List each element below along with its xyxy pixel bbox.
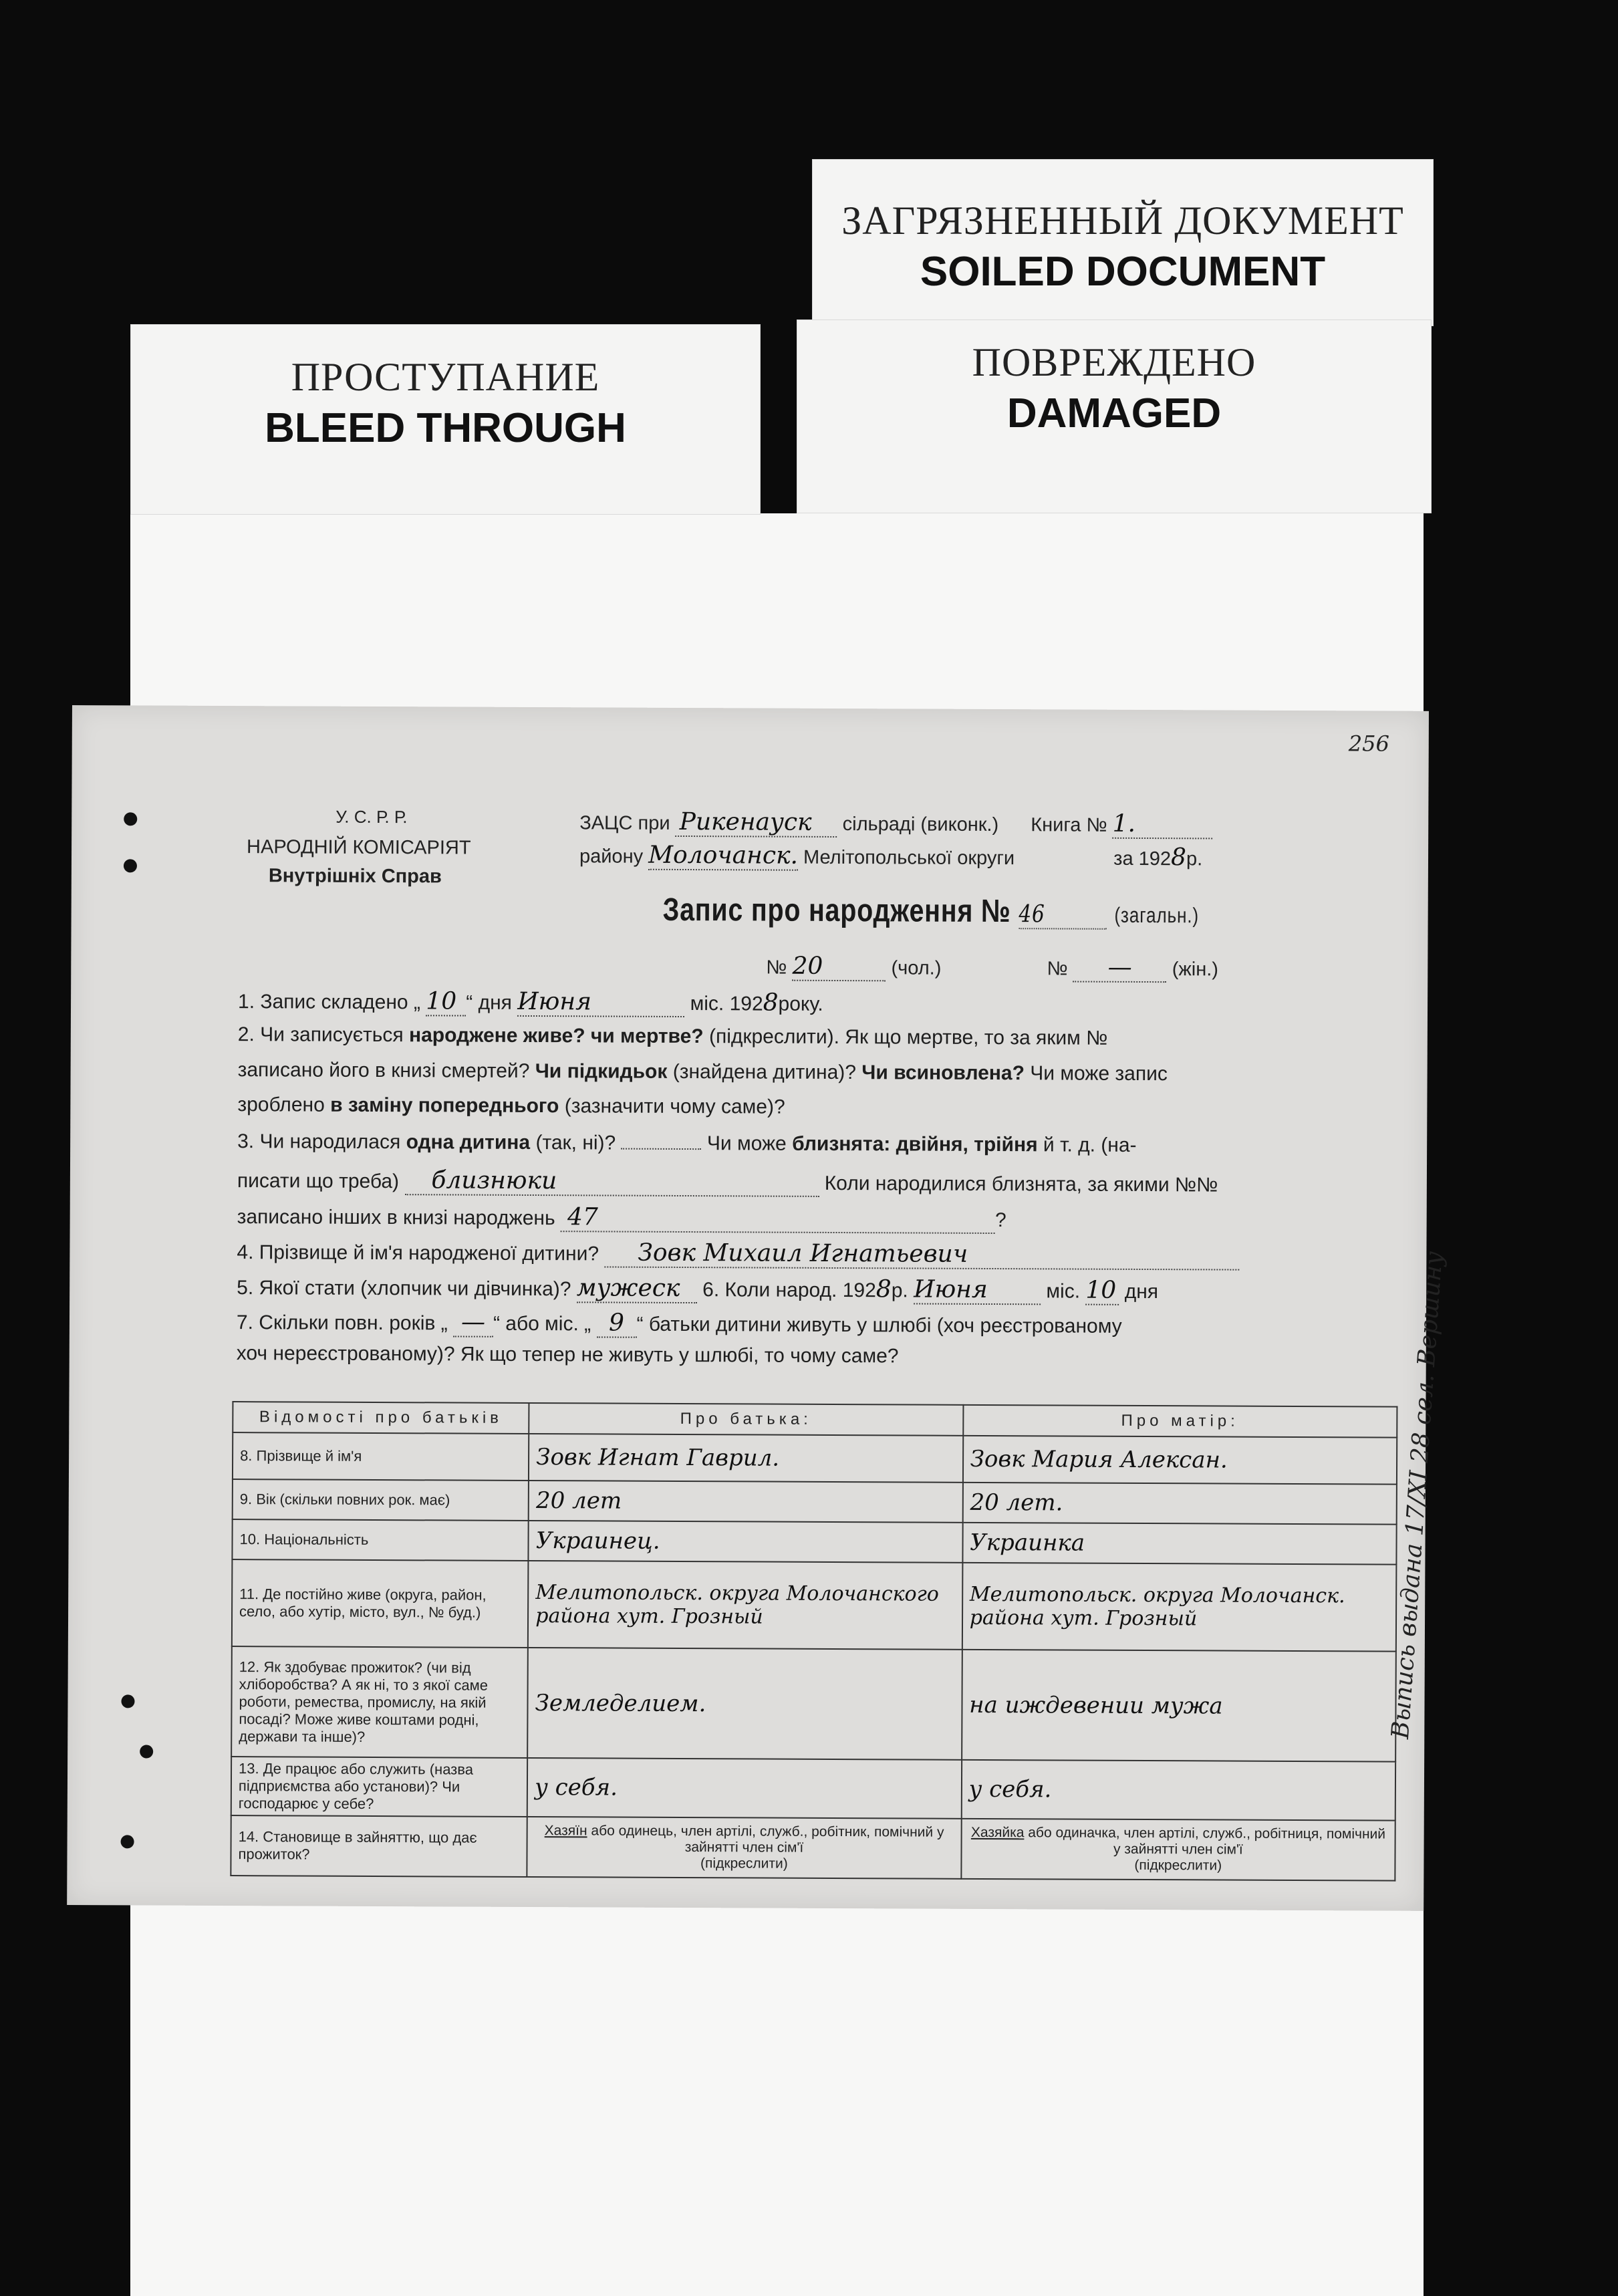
q3-line-3 (237, 1202, 1006, 1234)
district-suffix: Мелітопольської округи (803, 846, 1015, 870)
q2-text: (зазначити чому саме)? (564, 1095, 785, 1118)
q2-text: Чи підкидьок (535, 1060, 668, 1083)
zags-village-hand: Рикенауск (676, 808, 837, 838)
marriage-months-hand: 9 (596, 1309, 636, 1337)
mother-value-hand: Украинка (962, 1523, 1397, 1565)
district-hand: Молочанск. (648, 841, 799, 870)
birth-day-hand: 10 (1085, 1277, 1119, 1305)
q6-text: р. (891, 1279, 908, 1302)
q3-text: записано інших в книзі народжень (237, 1206, 555, 1230)
row-label: 9. Вік (скільки повних рок. має) (233, 1479, 529, 1521)
mother-value-hand: 20 лет. (962, 1483, 1397, 1525)
table-row (231, 1646, 1396, 1762)
q1-text: “ дня (466, 991, 513, 1014)
male-label: (чол.) (891, 957, 942, 979)
card-label-ru: ПРОСТУПАНИЕ (291, 355, 600, 399)
sex-hand: мужеск (577, 1274, 697, 1303)
child-name-hand: Зовк Михаил Игнатьевич (604, 1239, 1239, 1270)
q3-text: (так, ні)? (535, 1132, 616, 1154)
record-number-hand: 46 (1019, 900, 1106, 930)
q2-text: народжене живе? чи мертве? (408, 1024, 704, 1048)
mother-value-hand: Мелитопольск. округа Молочанск. района хут. Грозный (962, 1563, 1397, 1652)
blank-line (622, 1148, 702, 1150)
row-label: 13. Де працює або служить (назва підприємства або установи)? Чи господарює у себе? (231, 1757, 528, 1817)
q2-line-2 (238, 1059, 1168, 1086)
zags-line (579, 807, 1213, 839)
damaged-card (797, 320, 1432, 513)
male-number-hand: 20 (792, 952, 886, 982)
q1-line (238, 987, 823, 1018)
q3-line-1 (237, 1130, 1137, 1157)
q3-text: писати що треба) (237, 1170, 400, 1193)
birth-year-hand: 8 (875, 1275, 892, 1303)
status-hint: (підкреслити) (1134, 1857, 1222, 1874)
punch-hole (124, 812, 137, 825)
q2-text: в заміну попереднього (330, 1094, 559, 1118)
card-label-ru: ЗАГРЯЗНЕННЫЙ ДОКУМЕНТ (841, 199, 1404, 243)
birth-record-form (67, 705, 1429, 1911)
q2-text: (підкреслити). Як що мертве, то за яким № (708, 1025, 1108, 1049)
table-row (231, 1757, 1395, 1821)
header-father: Про батька: (529, 1403, 963, 1436)
birth-month-hand: Июня (914, 1276, 1041, 1305)
q6-text: 6. Коли народ. 192 (702, 1279, 876, 1302)
q1-month-hand: Июня (517, 988, 684, 1017)
margin-note-hand: Выпись выдана 17/XI 28 сел. Вершину (1387, 1250, 1448, 1740)
status-options: або одиначка, член артілі, служб., робітниця, помічний у зайнятті член сім'ї (1028, 1825, 1386, 1858)
general-label: (загальн.) (1114, 902, 1200, 928)
book-number-hand: 1. (1113, 810, 1213, 840)
card-label-en: DAMAGED (1006, 390, 1222, 436)
father-value-hand: Земледелием. (527, 1648, 962, 1760)
q7-text: “ батьки дитини живуть у шлюбі (хоч реєстрованому (636, 1313, 1122, 1337)
zags-prefix: ЗАЦС при (579, 812, 670, 834)
record-title-text: Запис про народження № (662, 892, 1011, 930)
q3-text: й т. д. (на- (1043, 1134, 1137, 1156)
q2-text: (знайдена дитина)? (672, 1060, 857, 1084)
father-value-hand: 20 лет (529, 1481, 963, 1523)
father-occupation-status (527, 1817, 962, 1879)
year-hand: 8 (1171, 844, 1187, 872)
q2-text: зроблено (237, 1094, 325, 1116)
q7-text: хоч нереєстрованому)? Як що тепер не живуть у шлюбі, то чому саме? (236, 1342, 899, 1368)
q1-text: міс. 192 (690, 993, 763, 1015)
mother-value-hand: на иждевении мужа (962, 1650, 1396, 1762)
q3-line-2 (237, 1166, 1218, 1198)
father-value-hand: у себя. (527, 1758, 962, 1819)
q7-text: 7. Скільки повн. років „ (236, 1311, 448, 1335)
card-label-en: SOILED DOCUMENT (920, 249, 1326, 295)
q3-text: 3. Чи народилася (237, 1130, 401, 1154)
q1-year-hand: 8 (763, 989, 779, 1017)
marriage-years-hand: — (453, 1308, 493, 1337)
status-hint: (підкреслити) (700, 1856, 788, 1872)
year-suffix: р. (1186, 848, 1203, 870)
female-number-hand: — (1073, 954, 1167, 983)
q3-text: Коли народилися близнята, за якими №№ (824, 1172, 1218, 1196)
q2-line-3 (237, 1094, 785, 1119)
punch-hole (121, 1835, 134, 1848)
row-label: 12. Як здобуває прожиток? (чи від хліборобства? А як ні, то з якої саме роботи, ремества, промислу, на якій посаді? Може живе коштами родні, держави та інше)? (231, 1646, 528, 1758)
punch-hole (124, 859, 137, 872)
row-label: 10. Національність (232, 1519, 528, 1561)
row-label: 11. Де постійно живе (округа, район, село, або хутір, місто, вул., № буд.) (232, 1559, 529, 1648)
male-no-label: № (766, 956, 787, 979)
table-row (233, 1432, 1397, 1485)
punch-hole (121, 1694, 134, 1708)
q2-text: Чи може запис (1030, 1062, 1168, 1086)
card-label-ru: ПОВРЕЖДЕНО (972, 340, 1256, 384)
twins-hand: близнюки (404, 1166, 819, 1197)
q3-text: близнята: двійня, трійня (792, 1132, 1038, 1156)
q1-text: року. (778, 993, 823, 1015)
q5-q6-line (237, 1273, 1158, 1305)
org-line-2: НАРОДНІЙ КОМІСАРІЯТ (247, 836, 471, 859)
q4-text: 4. Прізвище й ім'я народженої дитини? (237, 1241, 599, 1265)
header-parents-info: Відомості про батьків (233, 1402, 529, 1434)
q7-line-2 (237, 1342, 899, 1368)
table-header-row (233, 1402, 1397, 1438)
mother-value-hand: Зовк Мария Алексан. (963, 1436, 1397, 1485)
q6-text: дня (1124, 1280, 1159, 1303)
table-row (232, 1519, 1396, 1565)
row-label: 14. Становище в зайняттю, що дає прожиток? (231, 1815, 527, 1877)
father-value-hand: Мелитопольск. округа Молочанского района хут. Грозный (528, 1561, 962, 1650)
row-label: 8. Прізвище й ім'я (233, 1432, 529, 1481)
q6-text: міс. (1046, 1280, 1081, 1303)
parents-table (230, 1401, 1397, 1882)
q3-text: ? (994, 1209, 1006, 1232)
q2-text: записано його в книзі смертей? (237, 1059, 530, 1082)
punch-hole (140, 1745, 153, 1758)
header-mother: Про матір: (963, 1405, 1397, 1438)
q1-day-hand: 10 (426, 987, 466, 1016)
soiled-document-card (812, 159, 1434, 326)
year-label: за 192 (1113, 848, 1172, 870)
status-owner-underlined: Хазяйка (970, 1824, 1025, 1841)
q2-text: Чи всиновлена? (861, 1061, 1025, 1085)
q5-text: 5. Якої стати (хлопчик чи дівчинка)? (237, 1277, 571, 1301)
status-owner-underlined: Хазяїн (544, 1823, 587, 1839)
q3-text: одна дитина (406, 1131, 531, 1154)
mother-value-hand: у себя. (961, 1760, 1395, 1821)
book-label: Книга № (1031, 814, 1107, 836)
bleed-through-card (130, 324, 761, 515)
male-female-numbers (766, 952, 1218, 983)
district-line (579, 841, 1202, 872)
table-row (231, 1815, 1395, 1881)
father-value-hand: Украинец. (529, 1521, 963, 1563)
q4-line (237, 1237, 1239, 1271)
twin-record-hand: 47 (561, 1203, 995, 1234)
father-value-hand: Зовк Игнат Гаврил. (529, 1434, 963, 1483)
q2-text: 2. Чи записується (237, 1023, 404, 1047)
q7-line-1 (237, 1307, 1122, 1340)
org-line-1: У. С. Р. Р. (335, 806, 408, 827)
female-no-label: № (1047, 958, 1068, 980)
table-row (233, 1479, 1397, 1525)
page-number: 256 (1348, 731, 1389, 757)
mother-occupation-status (961, 1819, 1395, 1881)
table-row (232, 1559, 1397, 1652)
record-title (663, 892, 1200, 931)
org-line-3: Внутрішніх Справ (268, 865, 442, 888)
district-prefix: району (579, 846, 644, 868)
status-options: або одинець, член артілі, служб., робітник, помічний у зайнятті член сім'ї (591, 1823, 944, 1856)
female-label: (жін.) (1172, 959, 1219, 981)
zags-suffix: сільраді (виконк.) (842, 813, 999, 836)
q1-text: 1. Запис складено „ (237, 991, 421, 1014)
q3-text: Чи може (706, 1132, 787, 1155)
q2-line-1 (238, 1023, 1108, 1050)
q7-text: “ або міс. „ (493, 1312, 591, 1335)
card-label-en: BLEED THROUGH (265, 405, 626, 451)
